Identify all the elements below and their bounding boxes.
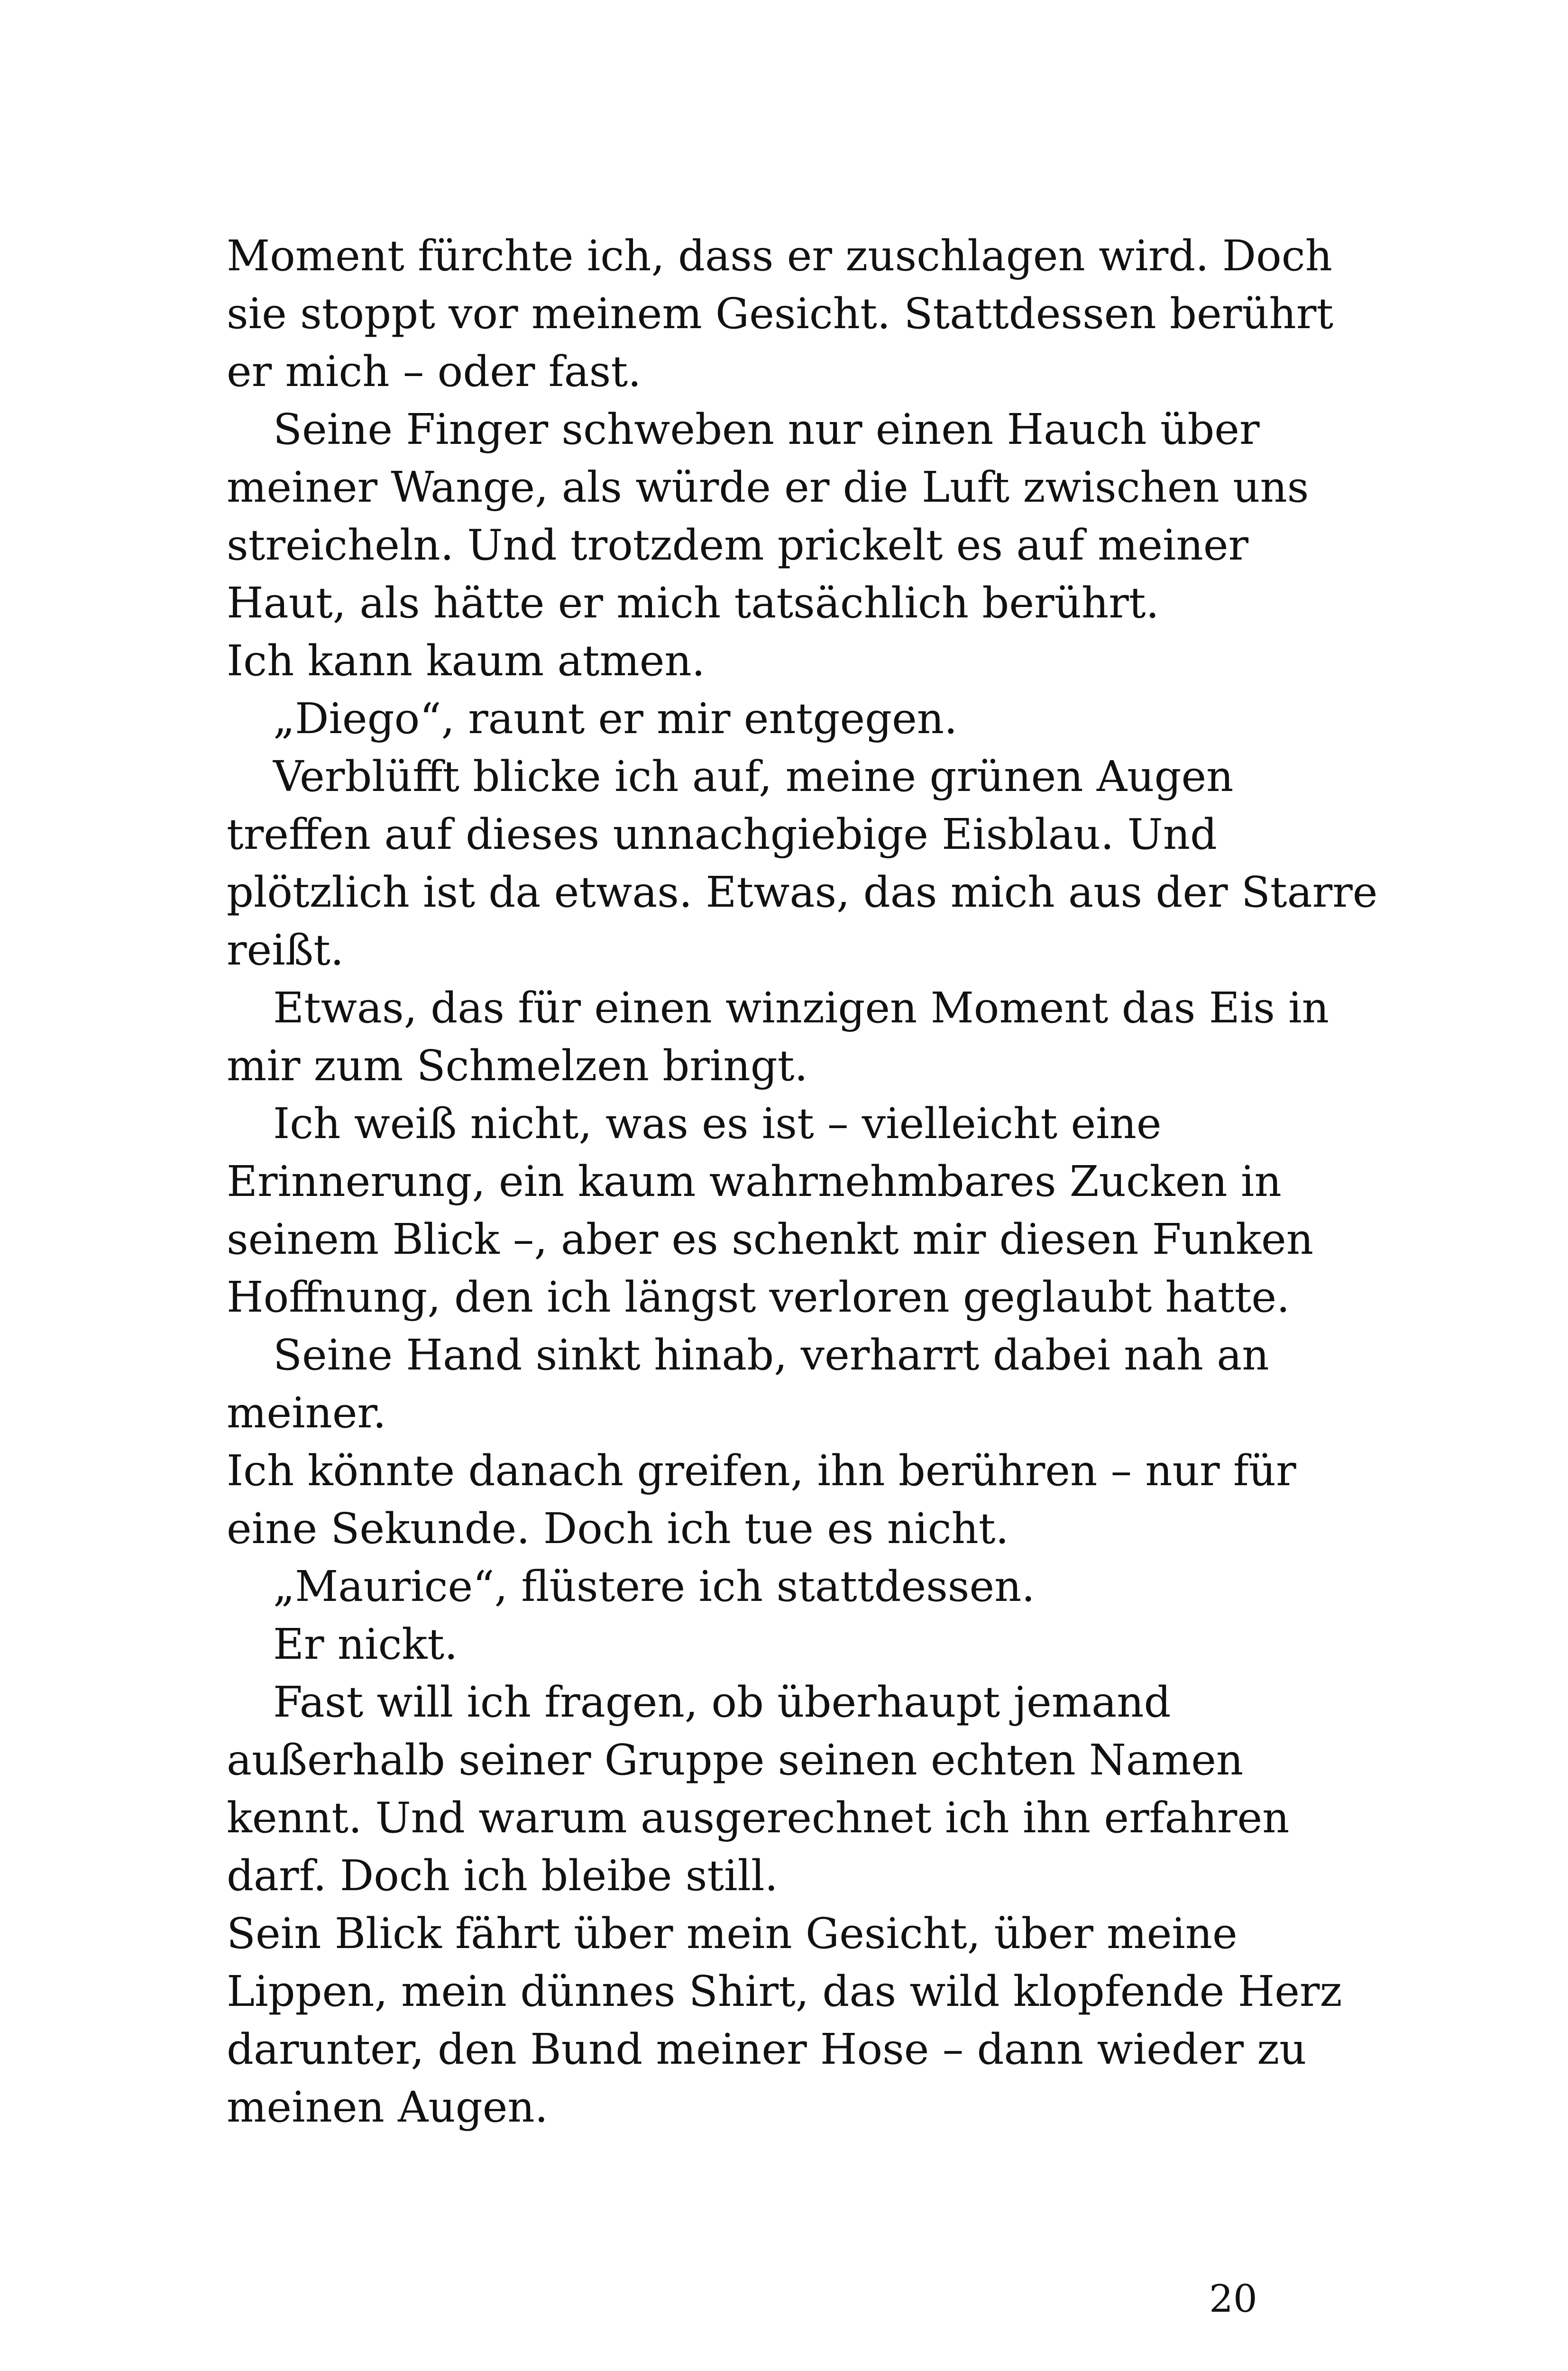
text-line: Seine Hand sinkt hinab, verharrt dabei nah an [273,1330,1269,1379]
text-line: „Maurice“, flüstere ich stattdessen. [273,1562,1035,1611]
text-line: Verblüfft blicke ich auf, meine grünen Augen [273,752,1234,801]
text-line: eine Sekunde. Doch ich tue es nicht. [227,1504,1009,1553]
text-line: Haut, als hätte er mich tatsächlich berührt. [227,578,1159,627]
text-line: außerhalb seiner Gruppe seinen echten Namen [227,1735,1244,1784]
text-line: Er nickt. [273,1619,458,1669]
text-line: Ich weiß nicht, was es ist – vielleicht eine [273,1099,1162,1148]
text-line: Moment fürchte ich, dass er zuschlagen wird. Doch [227,231,1332,280]
text-line: Fast will ich fragen, ob überhaupt jemand [273,1677,1171,1727]
text-line: treffen auf dieses unnachgiebige Eisblau. Und [227,809,1217,859]
text-line: meiner. [227,1388,386,1437]
page-number: 20 [1209,2277,1257,2321]
text-line: Ich kann kaum atmen. [227,636,706,685]
body-text [227,227,1378,2136]
text-line: Ich könnte danach greifen, ihn berühren – nur für [227,1446,1296,1495]
text-line: mir zum Schmelzen bringt. [227,1041,808,1090]
text-line: Hoffnung, den ich längst verloren geglaubt hatte. [227,1272,1290,1322]
text-line: darf. Doch ich bleibe still. [227,1851,778,1900]
text-line: reißt. [227,925,344,974]
text-line: meiner Wange, als würde er die Luft zwischen uns [227,462,1309,512]
text-line: „Diego“, raunt er mir entgegen. [273,694,958,743]
text-line: er mich – oder fast. [227,347,642,396]
text-line: Sein Blick fährt über mein Gesicht, über meine [227,1909,1238,1958]
text-line: Erinnerung, ein kaum wahrnehmbares Zucken in [227,1157,1282,1206]
text-line: streicheln. Und trotzdem prickelt es auf meiner [227,520,1249,570]
text-line: meinen Augen. [227,2082,548,2132]
text-line: sie stoppt vor meinem Gesicht. Stattdessen berührt [227,289,1334,338]
text-line: Lippen, mein dünnes Shirt, das wild klopfende Herz [227,1967,1342,2016]
text-line: plötzlich ist da etwas. Etwas, das mich aus der Starre [227,867,1378,917]
text-line: Etwas, das für einen winzigen Moment das Eis in [273,983,1329,1032]
text-line: seinem Blick –, aber es schenkt mir diesen Funken [227,1214,1314,1264]
text-line: darunter, den Bund meiner Hose – dann wieder zu [227,2024,1307,2074]
text-line: kennt. Und warum ausgerechnet ich ihn erfahren [227,1793,1290,1842]
text-line: Seine Finger schweben nur einen Hauch über [273,404,1260,454]
